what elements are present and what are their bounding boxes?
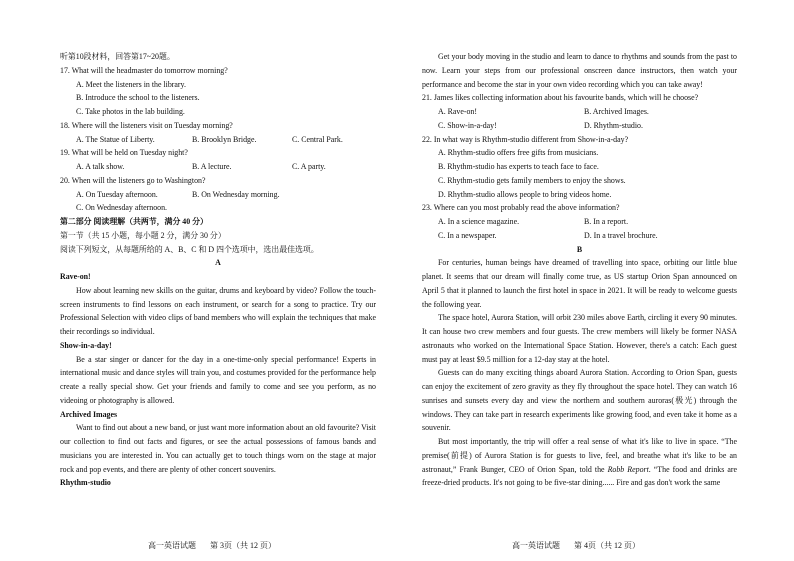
- q21-options-ab: [422, 105, 737, 119]
- part-2-heading: 第二部分 阅读理解（共两节，满分 40 分）: [60, 217, 208, 226]
- passage-b-paragraph-1: For centuries, human beings have dreamed of travelling into space, orbiting our little blue planet. It seems that our dream will finally come true, as US startup Orion Span announced on April 5 that it planned to launch the first hotel in space in 2021. It will be ready to welcome guests the following year.: [422, 258, 737, 309]
- q19-option-a: A. A talk show.: [76, 162, 125, 171]
- q19-options: [60, 160, 376, 174]
- passage-b-label: B: [576, 244, 583, 254]
- q20-option-a: A. On Tuesday afternoon.: [76, 189, 158, 199]
- heading-archived-images: Archived Images: [60, 409, 118, 419]
- passage-b-paragraph-4: [422, 435, 737, 490]
- footer-right: [512, 539, 640, 553]
- paragraph-archived-images: Want to find out about a new band, or just want more information about an old favourite? Visit our collection to find out facts and figures, or see the actual possessions of famous bands and musicians you are interested in. You can actually get to touch things worn on the stage at major rock and pop events, and there are plenty of other concert souvenirs.: [60, 423, 376, 474]
- q23-option-a: A. In a science magazine.: [438, 217, 520, 226]
- paragraph-rhythm-studio: Get your body moving in the studio and learn to dance to rhythms and sounds from the past to now. Learn your steps from our professional onscreen dance instructors, then watch your performance and become the star in your own video recording which you can take away!: [422, 52, 737, 89]
- heading-rave-on: Rave-on!: [60, 272, 91, 281]
- question-23: 23. Where can you most probably read the above information?: [422, 203, 620, 213]
- q22-option-d: D. Rhythm-studio allows people to bring videos home.: [438, 189, 612, 199]
- q20-option-b: B. On Wednesday morning.: [192, 189, 280, 199]
- q18-option-b: B. Brooklyn Bridge.: [192, 134, 257, 144]
- heading-show-in-a-day: Show-in-a-day!: [60, 340, 112, 350]
- footer-right-page: 第 4页（共 12 页）: [574, 541, 640, 550]
- paragraph-4-text-end: . “The food and drinks are freeze-dried products. It's not going to be five-star dining...... Fire and gas don't work the same: [422, 464, 737, 488]
- passage-b-paragraph-2: The space hotel, Aurora Station, will orbit 230 miles above Earth, circling it every 90 minutes. It can house two crew members and four guests. The crew members will likely be former NASA astronauts who worked on the International Space Station. However, there's a catch: Each guest must pay at least $9.5 million for a 12-day stay at the hotel.: [422, 313, 737, 364]
- q18-option-a: A. The Statue of Liberty.: [76, 134, 155, 144]
- paragraph-4-text-start: But most importantly, the trip will offer a real sense of what it's like to live in space. “The premise(前提) of Aurora Station is for guests to live, feel, and breathe what it's like to be an astronaut,” Frank Bunger, CEO of Orion Span, told the: [422, 437, 737, 474]
- q18-option-c: C. Central Park.: [292, 134, 343, 144]
- q18-options: [60, 133, 376, 147]
- question-19: 19. What will be held on Tuesday night?: [60, 148, 188, 158]
- q21-options-cd: [422, 119, 737, 133]
- q23-options-ab: [422, 215, 737, 229]
- q21-option-a: A. Rave-on!: [438, 107, 478, 116]
- q17-option-c: C. Take photos in the lab building.: [76, 107, 185, 116]
- q22-option-b: B. Rhythm-studio has experts to teach face to face.: [438, 162, 599, 171]
- passage-b-paragraph-3: Guests can do many exciting things aboard Aurora Station. According to Orion Span, guests can enjoy the excitement of zero gravity as they fly throughout the space hotel. They can watch 16 sunrises and sunsets every day and view the northern and southern auroras(极光) through the windows. They can take part in research experiments like growing food, and even take it home as a souvenir.: [422, 368, 737, 433]
- question-22: 22. In what way is Rhythm-studio different from Show-in-a-day?: [422, 134, 629, 144]
- footer-left-page: 第 3页（共 12 页）: [210, 541, 276, 550]
- q17-option-b: B. Introduce the school to the listeners.: [76, 93, 200, 103]
- q21-option-c: C. Show-in-a-day!: [438, 120, 497, 130]
- question-20: 20. When will the listeners go to Washington?: [60, 175, 206, 185]
- question-17: 17. What will the headmaster do tomorrow morning?: [60, 65, 228, 75]
- q19-option-c: C. A party.: [292, 162, 326, 171]
- q19-option-b: B. A lecture.: [192, 162, 232, 171]
- q23-options-cd: [422, 229, 737, 243]
- q23-option-c: C. In a newspaper.: [438, 230, 497, 240]
- q21-option-d: D. Rhythm-studio.: [584, 120, 643, 130]
- question-18: 18. Where will the listeners visit on Tuesday morning?: [60, 120, 233, 130]
- q17-option-a: A. Meet the listeners in the library.: [76, 79, 186, 89]
- q22-option-c: C. Rhythm-studio gets family members to enjoy the shows.: [438, 175, 626, 185]
- question-21: 21. James likes collecting information about his favourite bands, which will he choose?: [422, 93, 699, 103]
- section-1-heading: 第一节（共 15 小题，每小题 2 分，满分 30 分）: [60, 230, 226, 240]
- passage-a-label: A: [215, 258, 221, 268]
- q23-option-b: B. In a report.: [584, 217, 629, 226]
- q20-option-c: C. On Wednesday afternoon.: [76, 203, 168, 213]
- listening-intro: 听第10段材料，回答第17~20题。: [60, 52, 175, 61]
- q20-options: [60, 188, 376, 202]
- heading-rhythm-studio: Rhythm-studio: [60, 478, 111, 488]
- paragraph-show-in-a-day: Be a star singer or dancer for the day in a one-time-only special performance! Experts in international music and dance styles will train you, and costumes provided for the performance help create a really special show. Get your friends and family to come and see you perform, as no videoing or photography is allowed.: [60, 354, 376, 405]
- paragraph-rave-on: How about learning new skills on the guitar, drums and keyboard by video? Follow the touch-screen instruments to find lessons on each instrument, or search for a song to practice. Try our Professional Selection with video clips of band members who will explain the techniques that make their recordings so individual.: [60, 285, 376, 336]
- q21-option-b: B. Archived Images.: [584, 107, 649, 116]
- reading-instructions: 阅读下列短文，从每题所给的 A、B、C 和 D 四个选项中，选出最佳选项。: [60, 244, 319, 254]
- q23-option-d: D. In a travel brochure.: [584, 230, 658, 240]
- q22-option-a: A. Rhythm-studio offers free gifts from musicians.: [438, 148, 599, 158]
- right-column: [422, 50, 737, 490]
- publication-name: Robb Report: [607, 464, 649, 474]
- footer-left-title: 高一英语试题: [148, 541, 196, 550]
- left-column: [60, 50, 376, 490]
- footer-right-title: 高一英语试题: [512, 541, 560, 550]
- footer-left: [148, 539, 276, 553]
